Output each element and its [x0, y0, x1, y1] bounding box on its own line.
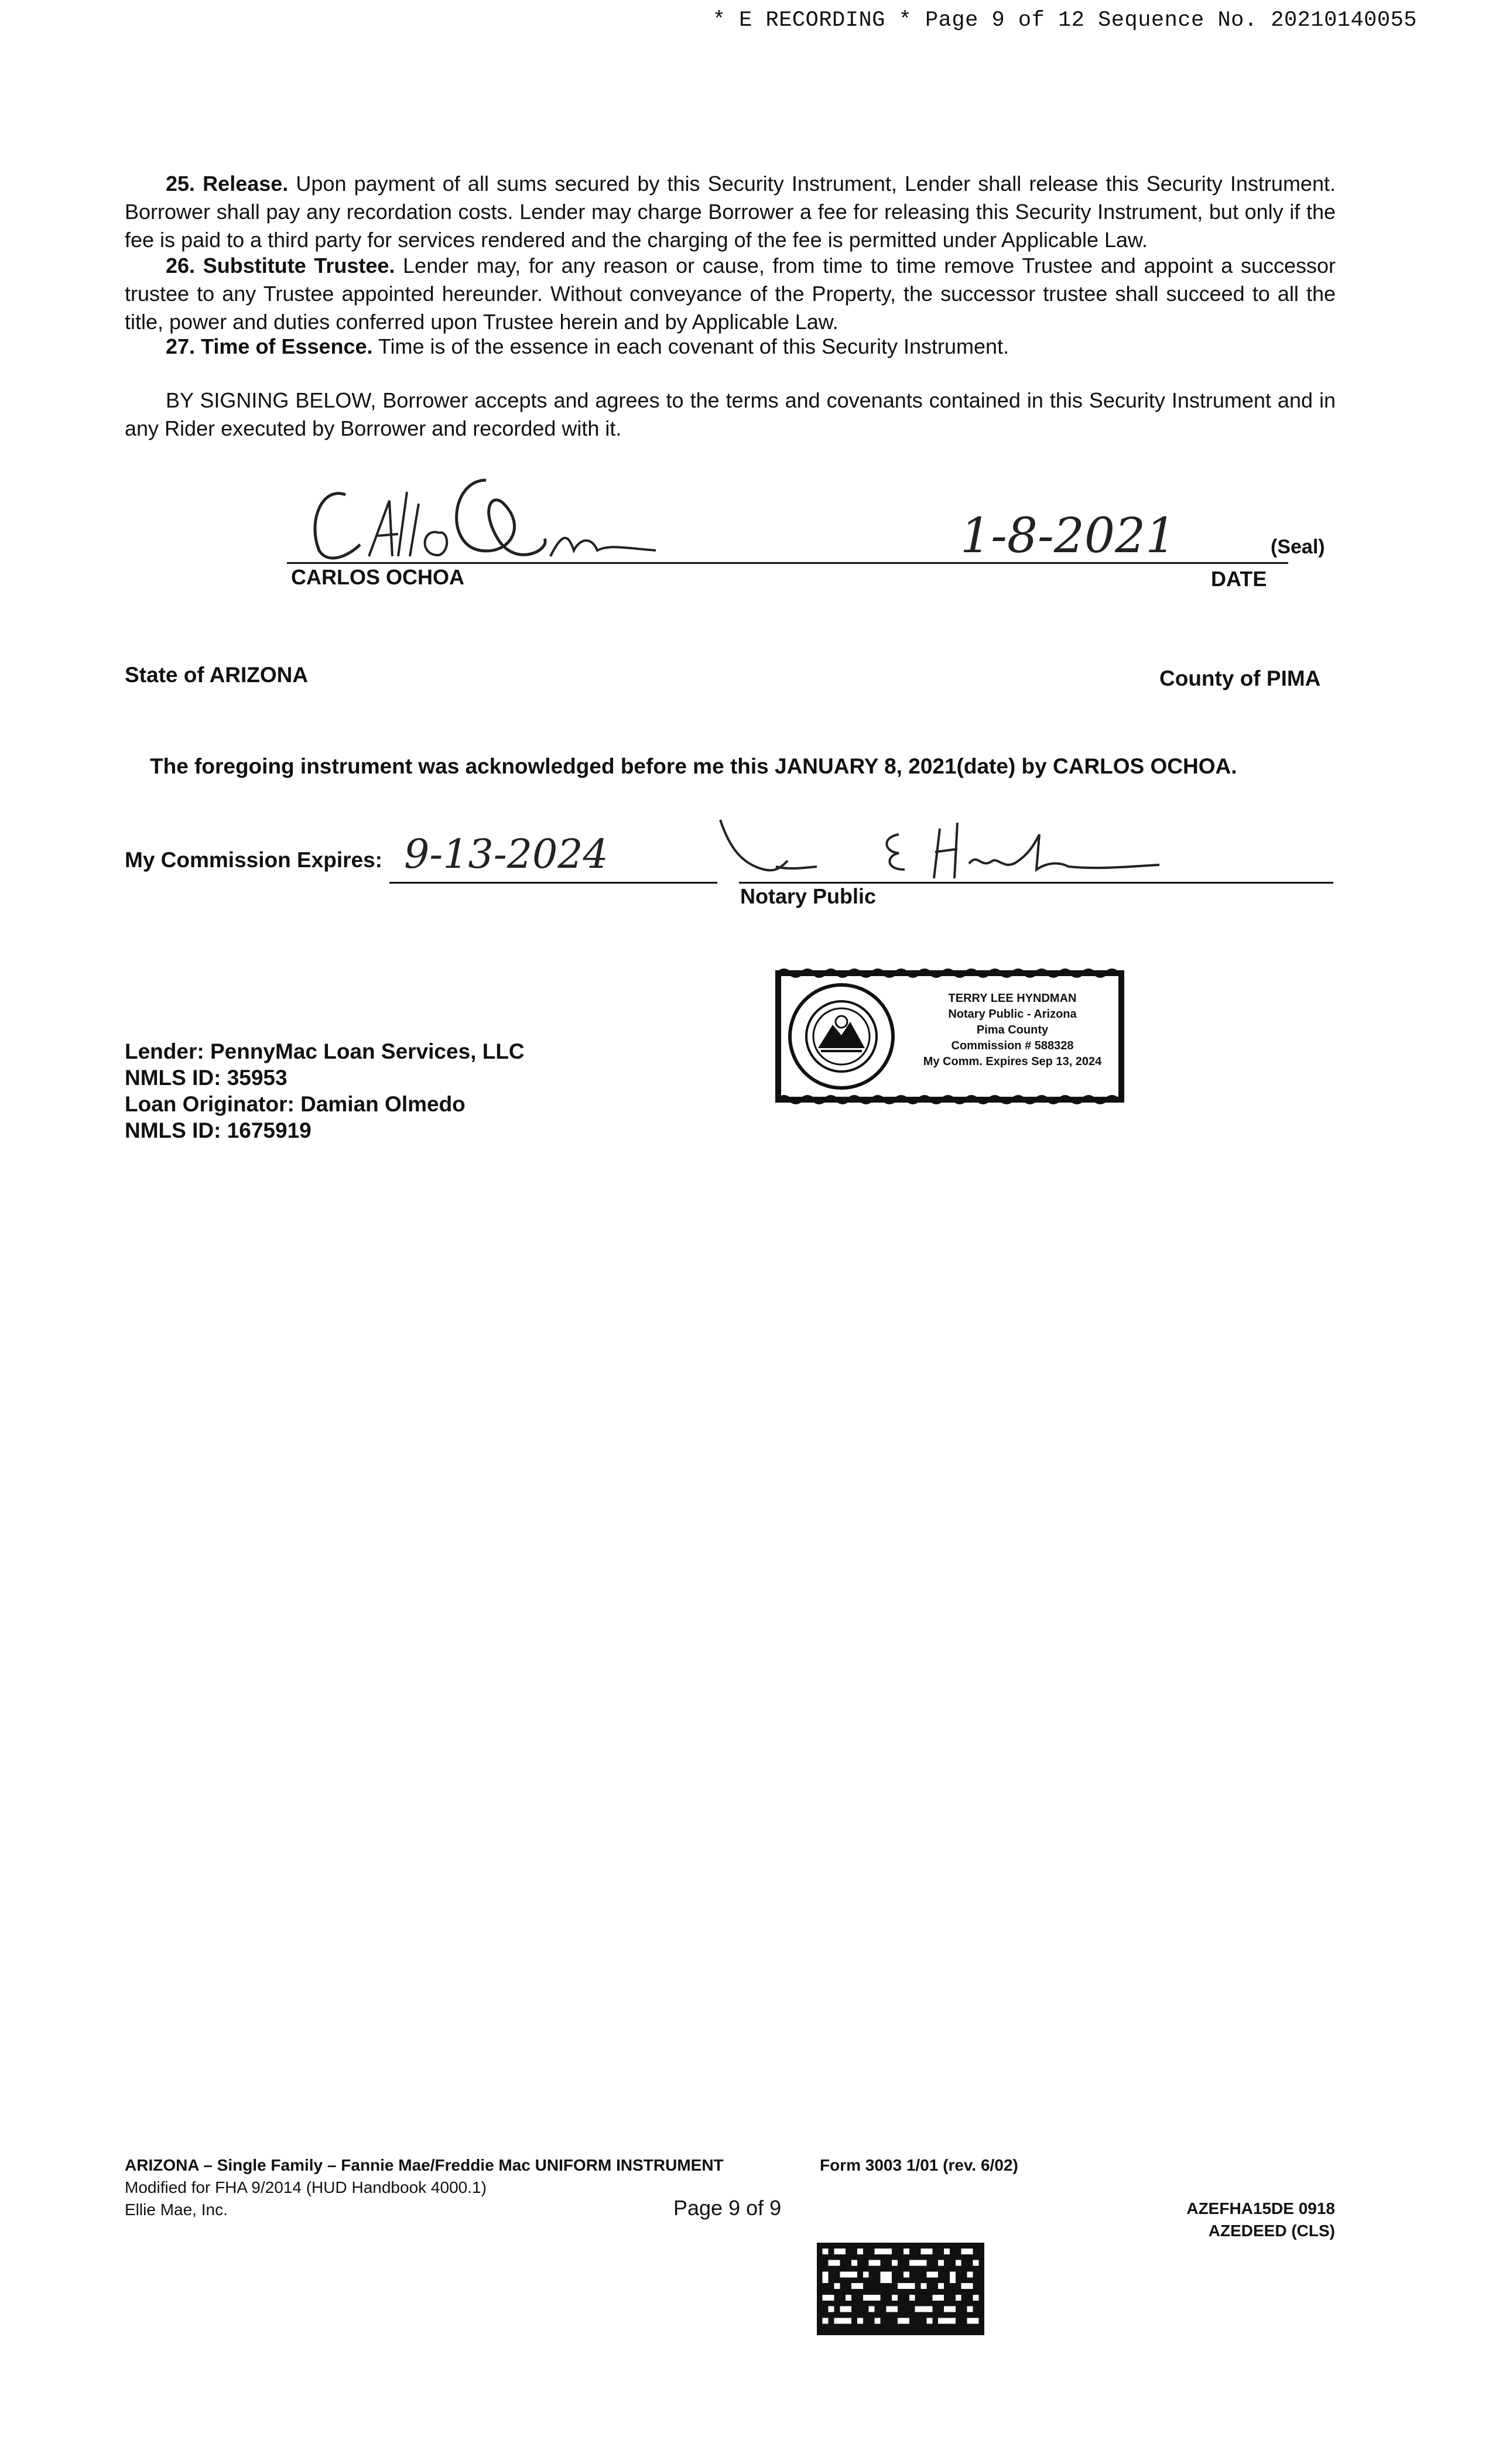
- notary-signature: [717, 811, 1162, 887]
- section-title: Substitute Trustee.: [203, 254, 395, 278]
- signing-statement-text: BY SIGNING BELOW, Borrower accepts and agrees to the terms and covenants contained in this Security Instrument and in any Rider executed by Borrower and recorded with it.: [125, 388, 1336, 440]
- handwritten-commission-date: 9-13-2024: [404, 831, 608, 878]
- section-text: Upon payment of all sums secured by this Security Instrument, Lender shall release this Security Instrument. Borrower shall pay any recordation costs. Lender may charge Borrower a fee for releasing this Security Instrument, but only if the fee is paid to a third party for services rendered and the charging of the fee is permitted under Applicable Law.: [125, 172, 1336, 252]
- section-title: Time of Essence.: [201, 334, 373, 358]
- notary-public-label: Notary Public: [740, 884, 877, 908]
- barcode-icon: [816, 2243, 985, 2335]
- borrower-signature: [304, 468, 668, 568]
- commission-line: [389, 882, 717, 884]
- originator-nmls: NMLS ID: 1675919: [125, 1118, 312, 1142]
- borrower-name: CARLOS OCHOA: [291, 565, 464, 589]
- signing-statement: [125, 386, 1336, 443]
- footer-line1: ARIZONA – Single Family – Fannie Mae/Freddie Mac UNIFORM INSTRUMENT: [125, 2156, 724, 2174]
- footer-line2: Modified for FHA 9/2014 (HUD Handbook 4000.1): [125, 2178, 487, 2196]
- lender-nmls: NMLS ID: 35953: [125, 1066, 288, 1090]
- date-label: DATE: [1211, 567, 1267, 591]
- section-substitute-trustee: [125, 252, 1336, 336]
- section-time-of-essence: [125, 333, 1336, 361]
- notary-county: County of PIMA: [1159, 666, 1321, 690]
- lender-name: Lender: PennyMac Loan Services, LLC: [125, 1039, 525, 1063]
- stamp-commission: Commission # 588328: [951, 1039, 1074, 1052]
- stamp-county: Pima County: [976, 1024, 1049, 1036]
- footer-form: Form 3003 1/01 (rev. 6/02): [820, 2156, 1018, 2174]
- commission-label: My Commission Expires:: [125, 848, 383, 872]
- stamp-expires: My Comm. Expires Sep 13, 2024: [923, 1055, 1102, 1068]
- handwritten-date: 1-8-2021: [960, 508, 1176, 564]
- stamp-text: [907, 991, 1118, 1070]
- page-number: Page 9 of 9: [673, 2196, 782, 2220]
- recording-header: * E RECORDING * Page 9 of 12 Sequence No. 20210140055: [712, 8, 1417, 33]
- acknowledgment-statement: The foregoing instrument was acknowledged before me this JANUARY 8, 2021(date) by CARLOS OCHOA.: [150, 754, 1237, 778]
- lender-info: [125, 1038, 525, 1144]
- section-title: Release.: [203, 172, 289, 196]
- section-number: 25.: [166, 172, 196, 196]
- notary-stamp: [771, 966, 1128, 1107]
- footer-line3: Ellie Mae, Inc.: [125, 2201, 228, 2219]
- seal-label: (Seal): [1271, 536, 1325, 558]
- loan-originator: Loan Originator: Damian Olmedo: [125, 1092, 466, 1116]
- notary-state: State of ARIZONA: [125, 663, 309, 687]
- section-release: [125, 170, 1336, 254]
- section-text: Time is of the essence in each covenant of this Security Instrument.: [378, 334, 1009, 358]
- section-text: Lender may, for any reason or cause, from time to time remove Trustee and appoint a successor trustee to any Trustee appointed hereunder. Without conveyance of the Property, the successor trustee shall succeed to all the title, power and duties conferred upon Trustee herein and by Applicable Law.: [125, 254, 1336, 334]
- section-number: 26.: [166, 254, 196, 278]
- footer-code2: AZEDEED (CLS): [1208, 2222, 1335, 2240]
- notary-signature-line: [739, 882, 1333, 884]
- stamp-name: TERRY LEE HYNDMAN: [948, 992, 1077, 1005]
- stamp-title: Notary Public - Arizona: [948, 1008, 1077, 1021]
- footer-code1: AZEFHA15DE 0918: [1186, 2199, 1335, 2217]
- section-number: 27.: [166, 334, 196, 358]
